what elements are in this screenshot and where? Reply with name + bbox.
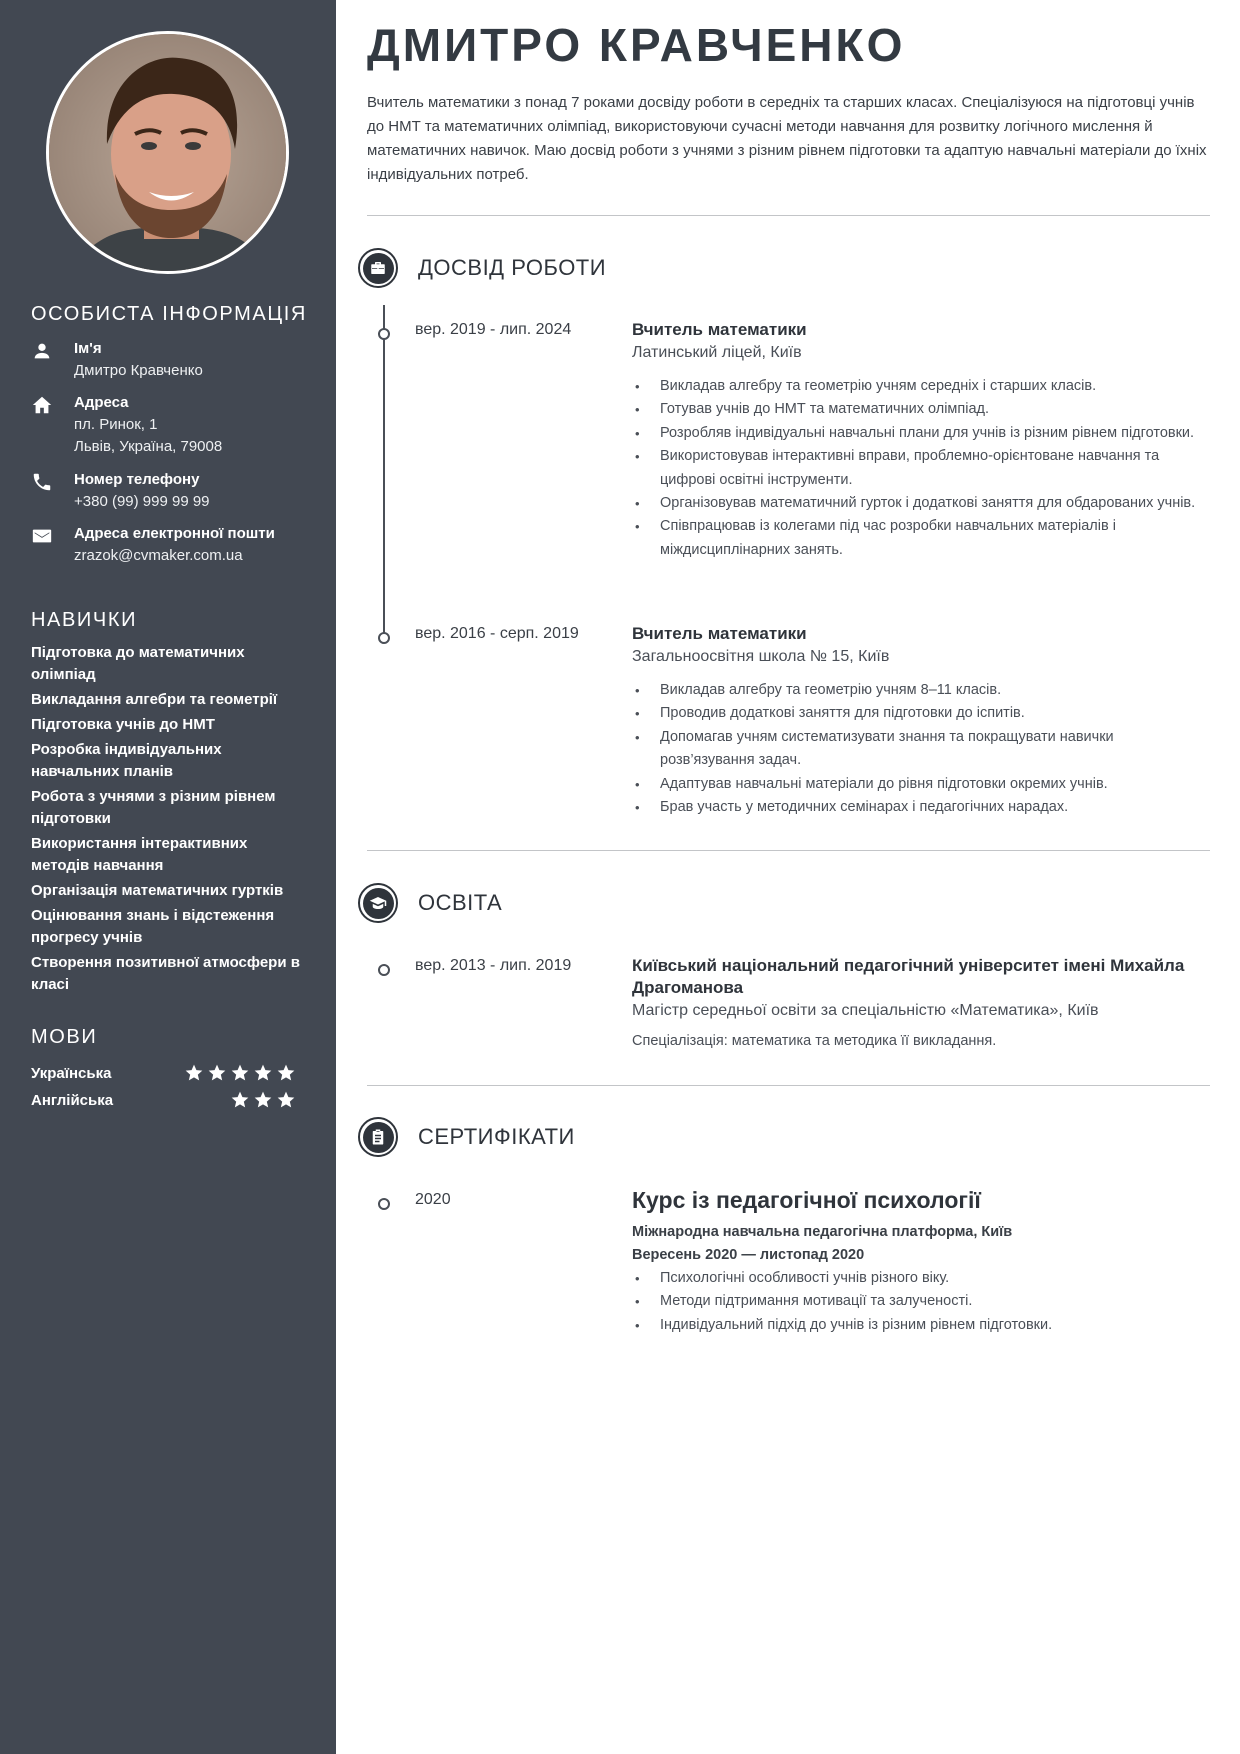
language-rating bbox=[230, 1090, 296, 1110]
star-icon bbox=[253, 1063, 273, 1083]
timeline-dot bbox=[378, 632, 390, 644]
education-title: ОСВІТА bbox=[418, 890, 503, 915]
language-name: Англійська bbox=[31, 1091, 114, 1109]
skill-item: Викладання алгебри та геометрії bbox=[31, 691, 278, 708]
topic-item: • Психологічні особливості учнів різного віку. bbox=[632, 1267, 1212, 1290]
duty-item: • Проводив додаткові заняття для підготовки до іспитів. bbox=[632, 702, 1212, 725]
skill-item: Оцінювання знань і відстеження прогресу учнів bbox=[31, 907, 275, 946]
topic-item: • Методи підтримання мотивації та залученості. bbox=[632, 1290, 1212, 1313]
main-content bbox=[336, 0, 1240, 1754]
certificate-title: Курс із педагогічної психології bbox=[632, 1187, 981, 1213]
timeline-dot bbox=[378, 328, 390, 340]
skill-item: Робота з учнями з різним рівнем підготовки bbox=[31, 788, 276, 827]
specialization-note: Спеціалізація: математика та методика її викладання. bbox=[632, 1033, 997, 1049]
section-divider bbox=[367, 1085, 1210, 1086]
language-rating bbox=[184, 1063, 296, 1083]
degree: Магістр середньої освіти за спеціальністю «Математика», Київ bbox=[632, 1002, 1099, 1019]
phone-label: Номер телефону bbox=[74, 471, 200, 488]
info-email bbox=[31, 523, 321, 567]
job-entry bbox=[632, 319, 1212, 562]
institution-name: Київський національний педагогічний університет імені Михайла Драгоманова bbox=[632, 956, 1185, 997]
education-entry bbox=[632, 955, 1212, 1049]
address-line2: Львів, Україна, 79008 bbox=[74, 438, 223, 455]
personal-info-heading: ОСОБИСТА ІНФОРМАЦІЯ bbox=[31, 303, 307, 325]
skill-item: Організація математичних гуртків bbox=[31, 882, 284, 899]
certificate-period: Вересень 2020 — листопад 2020 bbox=[632, 1247, 865, 1263]
timeline-dot bbox=[378, 964, 390, 976]
skill-item: Створення позитивної атмосфери в класі bbox=[31, 954, 300, 993]
profile-summary: Вчитель математики з понад 7 роками досвіду роботи в середніх та старших класах. Спеціалізуюся на підготовці учнів до НМТ та математичних олімпіад, використовуючи сучасні методи навчання для розвитку логічного мислення й математичних навичок. Маю досвід роботи з учнями з різним рівнем підготовки та адаптую навчальні матеріали до їхніх індивідуальних потреб. bbox=[367, 94, 1207, 183]
languages-heading: МОВИ bbox=[31, 1026, 98, 1048]
info-phone bbox=[31, 469, 321, 513]
timeline-line bbox=[383, 305, 385, 638]
info-address bbox=[31, 392, 321, 458]
job-date: вер. 2019 - лип. 2024 bbox=[415, 321, 572, 338]
graduation-cap-icon bbox=[358, 883, 398, 923]
language-name: Українська bbox=[31, 1064, 112, 1082]
email-label: Адреса електронної пошти bbox=[74, 525, 275, 542]
star-icon bbox=[184, 1063, 204, 1083]
skill-item: Підготовка до математичних олімпіад bbox=[31, 644, 245, 683]
certificate-entry bbox=[632, 1185, 1212, 1337]
skills-list bbox=[31, 642, 306, 999]
duty-item: • Викладав алгебру та геометрію учням середніх і старших класів. bbox=[632, 375, 1212, 398]
section-divider bbox=[367, 850, 1210, 851]
duty-item: • Допомагав учням систематизувати знання та покращувати навички розв’язування задач. bbox=[632, 726, 1212, 773]
home-icon bbox=[31, 392, 74, 458]
duty-item: • Брав участь у методичних семінарах і педагогічних нарадах. bbox=[632, 796, 1212, 819]
language-row bbox=[31, 1063, 296, 1083]
section-divider bbox=[367, 215, 1210, 216]
phone-value: +380 (99) 999 99 99 bbox=[74, 493, 210, 510]
certificate-topics bbox=[632, 1267, 1212, 1337]
experience-heading bbox=[358, 248, 606, 288]
education-heading bbox=[358, 883, 502, 923]
language-row bbox=[31, 1090, 296, 1110]
skill-item: Підготовка учнів до НМТ bbox=[31, 716, 215, 733]
duty-item: • Використовував інтерактивні вправи, проблемно-орієнтоване навчання та цифрові освітні інструменти. bbox=[632, 445, 1212, 492]
certificate-issuer: Міжнародна навчальна педагогічна платформа, Київ bbox=[632, 1224, 1013, 1240]
education-date: вер. 2013 - лип. 2019 bbox=[415, 957, 572, 974]
star-icon bbox=[276, 1090, 296, 1110]
duty-item: • Викладав алгебру та геометрію учням 8–11 класів. bbox=[632, 679, 1212, 702]
duty-item: • Адаптував навчальні матеріали до рівня підготовки окремих учнів. bbox=[632, 773, 1212, 796]
star-icon bbox=[253, 1090, 273, 1110]
candidate-name: ДМИТРО КРАВЧЕНКО bbox=[367, 19, 906, 71]
job-duties bbox=[632, 679, 1212, 819]
duty-item: • Організовував математичний гурток і додаткові заняття для обдарованих учнів. bbox=[632, 492, 1212, 515]
job-entry bbox=[632, 623, 1212, 819]
job-title: Вчитель математики bbox=[632, 320, 807, 339]
job-organization: Загальноосвітня школа № 15, Київ bbox=[632, 648, 890, 665]
person-icon bbox=[31, 338, 74, 382]
briefcase-icon bbox=[358, 248, 398, 288]
email-value: zrazok@cvmaker.com.ua bbox=[74, 547, 243, 564]
job-duties bbox=[632, 375, 1212, 562]
skills-heading: НАВИЧКИ bbox=[31, 609, 138, 631]
job-title: Вчитель математики bbox=[632, 624, 807, 643]
duty-item: • Розробляв індивідуальні навчальні плани для учнів із різним рівнем підготовки. bbox=[632, 422, 1212, 445]
duty-item: • Готував учнів до НМТ та математичних олімпіад. bbox=[632, 398, 1212, 421]
star-icon bbox=[276, 1063, 296, 1083]
job-date: вер. 2016 - серп. 2019 bbox=[415, 625, 579, 642]
info-name bbox=[31, 338, 321, 382]
star-icon bbox=[230, 1063, 250, 1083]
star-icon bbox=[230, 1090, 250, 1110]
address-line1: пл. Ринок, 1 bbox=[74, 416, 158, 433]
sidebar bbox=[0, 0, 336, 1754]
certificate-date: 2020 bbox=[415, 1191, 451, 1208]
address-label: Адреса bbox=[74, 394, 129, 411]
envelope-icon bbox=[31, 523, 74, 567]
certificates-title: СЕРТИФІКАТИ bbox=[418, 1124, 575, 1149]
duty-item: • Співпрацював із колегами під час розробки навчальних матеріалів і міждисциплінарних занять. bbox=[632, 515, 1212, 562]
skill-item: Використання інтерактивних методів навчання bbox=[31, 835, 248, 874]
certificates-heading bbox=[358, 1117, 575, 1157]
clipboard-icon bbox=[358, 1117, 398, 1157]
job-organization: Латинський ліцей, Київ bbox=[632, 344, 802, 361]
skill-item: Розробка індивідуальних навчальних планів bbox=[31, 741, 222, 780]
name-value: Дмитро Кравченко bbox=[74, 362, 203, 379]
name-label: Ім'я bbox=[74, 340, 102, 357]
topic-item: • Індивідуальний підхід до учнів із різним рівнем підготовки. bbox=[632, 1314, 1212, 1337]
timeline-dot bbox=[378, 1198, 390, 1210]
star-icon bbox=[207, 1063, 227, 1083]
experience-title: ДОСВІД РОБОТИ bbox=[418, 255, 607, 280]
profile-photo bbox=[46, 31, 289, 274]
phone-icon bbox=[31, 469, 74, 513]
